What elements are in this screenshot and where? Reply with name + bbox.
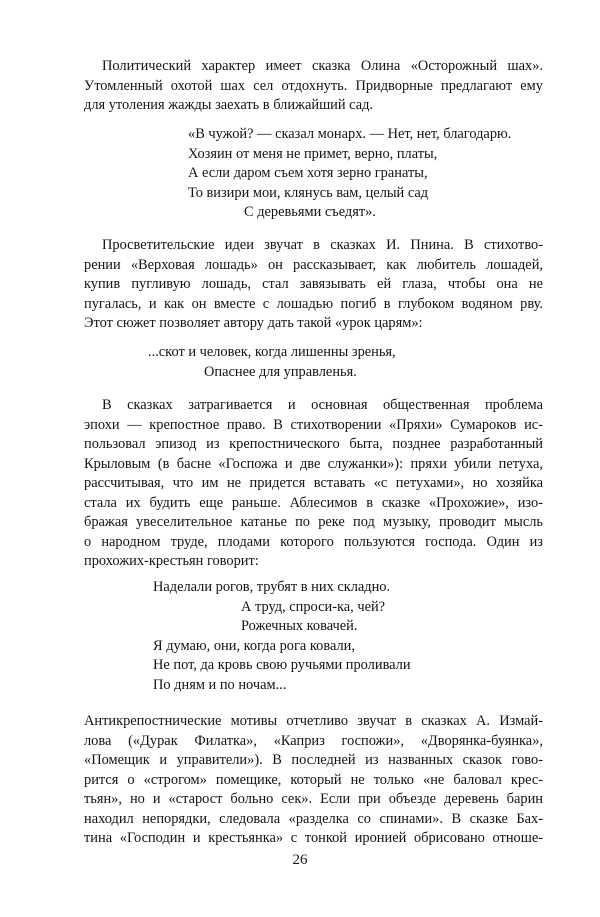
text-line: о народном труде, плодами которого пользуются господа. Один из xyxy=(84,533,543,550)
verse-line: Рожечных ковачей. xyxy=(241,618,358,634)
paragraph-pnin xyxy=(84,236,543,334)
text-line: рится о «строгом» помещике, который не только «не баловал крес- xyxy=(84,771,543,788)
page-number: 26 xyxy=(292,852,308,868)
verse-quote-olin xyxy=(188,125,511,223)
paragraph-serfdom xyxy=(84,396,543,572)
text-line: пугалась, и как он вместе с лошадью погиб в глубоком водяном рву. xyxy=(84,295,543,312)
text-line: В сказках затрагивается и основная общественная проблема xyxy=(102,397,543,413)
text-line: лова («Дурак Филатка», «Каприз госпожи», «Дворянка-буянка», xyxy=(84,732,543,749)
text-line: купив пугливую лошадь, стал завязывать ей глаза, чтобы она не xyxy=(84,276,543,292)
text-line: «Помещик и управители»). В последней из названных сказок гово- xyxy=(84,752,543,768)
verse-line: Наделали рогов, трубят в них складно. xyxy=(153,579,391,595)
verse-line: А труд, спроси-ка, чей? xyxy=(241,598,386,615)
verse-line: Я думаю, они, когда рога ковали, xyxy=(153,637,355,654)
text-line: тьян», но и «старост больно сек». Если при объезде деревень барин xyxy=(84,791,543,807)
verse-line: По дням и по ночам... xyxy=(153,676,287,693)
text-line: эпохи — крепостное право. В стихотворении «Пряхи» Сумароков ис- xyxy=(84,416,543,433)
verse-line: Не пот, да кровь свою ручьями проливали xyxy=(153,657,411,673)
verse-quote-pnin xyxy=(148,343,396,382)
text-line: для утоления жажды заехать в ближайший сад. xyxy=(84,97,374,113)
text-line: Антикрепостнические мотивы отчетливо звучат в сказках А. Измай- xyxy=(84,713,543,729)
verse-line: Опаснее для управленья. xyxy=(204,363,357,380)
paragraph-olin xyxy=(84,57,543,116)
verse-line: «В чужой? — сказал монарх. — Нет, нет, благодарю. xyxy=(188,126,512,142)
text-line: Утомленный охотой шах сел отдохнуть. Придворные предлагают ему xyxy=(84,77,543,94)
text-line: прохожих-крестьян говорит: xyxy=(84,553,259,569)
text-line: Крыловым (в басне «Госпожа и две служанки»): пряхи убили петуха, xyxy=(84,455,543,472)
text-line: бражая увеселительное катанье по реке под музыку, проводит мысль xyxy=(84,514,543,530)
verse-line: ...скот и человек, когда лишенны зренья, xyxy=(148,344,396,360)
text-line: стала их будить еще раньше. Аблесимов в сказке «Прохожие», изо- xyxy=(84,494,543,511)
text-line: Политический характер имеет сказка Олина «Осторожный шах». xyxy=(102,58,543,74)
text-line: пользовал эпизод из крепостнического быта, позднее разработанный xyxy=(84,436,543,452)
paragraph-izmailov xyxy=(84,712,543,849)
text-line: тина «Господин и крестьянка» с тонкой иронией обрисовано отноше- xyxy=(84,830,543,846)
verse-line: То визири мои, клянусь вам, целый сад xyxy=(188,184,429,201)
text-line: Просветительские идеи звучат в сказках И. Пнина. В стихотво- xyxy=(102,237,543,253)
verse-line: Хозяин от меня не примет, верно, платы, xyxy=(188,145,438,162)
verse-line: А если даром съем хотя зерно гранаты, xyxy=(188,165,428,181)
text-line: рассчитывая, что им не придется вставать «с петухами», но хозяйка xyxy=(84,475,543,491)
text-line: рении «Верховая лошадь» он рассказывает, как любитель лошадей, xyxy=(84,256,543,273)
verse-quote-ablesimov xyxy=(153,578,411,695)
verse-line: С деревьями съедят». xyxy=(244,204,376,220)
text-line: находил непорядки, следовала «разделка со спинами». В сказке Бах- xyxy=(84,810,543,827)
text-line: Этот сюжет позволяет автору дать такой «урок царям»: xyxy=(84,315,423,331)
